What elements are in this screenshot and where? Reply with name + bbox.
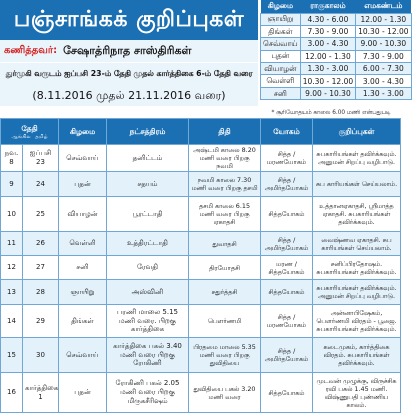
cell-yoga: சித்தயோகம் xyxy=(261,373,313,413)
hours-row xyxy=(261,13,412,25)
cell-day: சனி xyxy=(59,256,107,280)
cell-notes: அன்னாபிஷேகம், பௌர்ணமி விரதம் - பூஜை. சுபகாரியங்கள் தவிர்க்கவும். xyxy=(313,305,401,338)
panchangam-table xyxy=(0,118,401,413)
hours-row xyxy=(261,63,412,75)
hours-day: புதன் xyxy=(261,50,301,62)
cell-day: திங்கள் xyxy=(59,305,107,338)
table-row xyxy=(1,338,401,373)
cell-ta-date: 24 xyxy=(23,172,59,197)
table-row xyxy=(1,232,401,256)
cell-en-date: 13 xyxy=(1,280,23,305)
cell-star: ரோகிணி பகல் 2.05 மணி வரை பிறகு மிருகசீரிஷம் xyxy=(107,373,189,413)
cell-day: புதன் xyxy=(59,172,107,197)
cell-day: செவ்வாய் xyxy=(59,338,107,373)
cell-star: தனிட்டம் xyxy=(107,145,189,172)
cell-tithi: திரயோதசி xyxy=(189,256,261,280)
cell-tithi: துவிதியை பகல் 3.20 மணி வரை xyxy=(189,373,261,413)
table-row xyxy=(1,256,401,280)
col-date-sub-english: ஆங்கில xyxy=(11,133,31,140)
cell-day: வெள்ளி xyxy=(59,232,107,256)
cell-en-month: நவ. xyxy=(4,149,19,158)
cell-yoga: சித்தயோகம் xyxy=(261,197,313,232)
table-row xyxy=(1,145,401,172)
hours-rahu: 7.30 - 9.00 xyxy=(300,25,355,37)
cell-yoga: சித்த / அமிர்தயோகம் xyxy=(261,338,313,373)
cell-day: வியாழன் xyxy=(59,197,107,232)
cell-ta-date: ஐப்பசி 23 xyxy=(23,145,59,172)
cell-star: பரணி மாலை 5.15 மணி வரை. பிறகு கார்த்திகை xyxy=(107,305,189,338)
cell-en-date: 9 xyxy=(1,172,23,197)
cell-tithi: அஷ்டமி காலை 8.20 மணி வரை பிறகு நவமி xyxy=(189,145,261,172)
cell-en-date: 16 xyxy=(1,373,23,413)
cell-tithi: பிரதமை மாலை 5.35 மணி வரை பிறகு துவிதியை xyxy=(189,338,261,373)
hours-rahu: 1.30 - 3.00 xyxy=(300,63,355,75)
col-day: கிழமை xyxy=(59,119,107,145)
hours-rahu: 4.30 - 6.00 xyxy=(300,13,355,25)
cell-yoga: சித்த / மரணயோகம் xyxy=(261,305,313,338)
cell-star: பூரட்டாதி xyxy=(107,197,189,232)
cell-notes: சனிப்பிரதோஷம். சுபகாரியங்கள் தவிர்க்கவும். xyxy=(313,256,401,280)
cell-notes: முடவன் முழுக்கு, விருச்சிக ரவி பகல் 1.45 மணி. விஷ்ணுபதி புண்ணிய காலம். xyxy=(313,373,401,413)
page-title: பஞ்சாங்கக் குறிப்புகள் xyxy=(0,0,258,40)
cell-yoga: சித்த / மரணயோகம் xyxy=(261,145,313,172)
period-dates: (8.11.2016 முதல் 21.11.2016 வரை) xyxy=(0,85,258,106)
col-notes: குறிப்புகள் xyxy=(313,119,401,145)
hours-ema: 3.00 - 4.30 xyxy=(356,75,411,87)
cell-star: ரேவதி xyxy=(107,256,189,280)
author-label: கணித்தவர்: xyxy=(4,45,58,56)
cell-star: உத்திரட்டாதி xyxy=(107,232,189,256)
table-row xyxy=(1,280,401,305)
cell-star: அஸ்வினி xyxy=(107,280,189,305)
hours-day: திங்கள் xyxy=(261,25,301,37)
hours-day: ஞாயிறு xyxy=(261,13,301,25)
cell-day: செவ்வாய் xyxy=(59,145,107,172)
col-date-label: தேதி xyxy=(21,123,38,133)
hours-rahu: 12.00 - 1.30 xyxy=(300,50,355,62)
cell-yoga: சித்த / அமிர்தயோகம் xyxy=(261,172,313,197)
cell-yoga: சித்த / அமிர்தயோகம் xyxy=(261,232,313,256)
cell-star: கார்த்திகை பகல் 3.40 மணி வரை பிறகு ரோகிணி xyxy=(107,338,189,373)
hours-rahu: 10.30 - 12.00 xyxy=(300,75,355,87)
author-row xyxy=(0,40,258,62)
hours-ema: 1.30 - 3.00 xyxy=(356,87,411,99)
hours-day: சனி xyxy=(261,87,301,99)
cell-en-date: 12 xyxy=(1,256,23,280)
cell-en-day: 8 xyxy=(9,158,14,166)
cell-en-date xyxy=(1,145,23,172)
sunrise-note: * சூரியோதயம் காலை 6.00 மணி என்பதுபடி xyxy=(271,110,391,116)
col-date-sub-tamil: தமிழ் xyxy=(35,133,48,140)
header xyxy=(0,0,258,106)
table-row xyxy=(1,197,401,232)
hours-ema: 9.00 - 10.30 xyxy=(356,38,411,50)
table-row xyxy=(1,172,401,197)
hours-header-rahu: ராகுகாலம் xyxy=(300,0,355,13)
hours-day: வெள்ளி xyxy=(261,75,301,87)
cell-ta-date: கார்த்திகை 1 xyxy=(23,373,59,413)
cell-ta-date: 30 xyxy=(23,338,59,373)
cell-tithi: துவாதசி xyxy=(189,232,261,256)
cell-notes: சுபகாரியங்கள் தவிர்க்கவும். அனுமன் சிறப்பு வழிபாடு. xyxy=(313,145,401,172)
period-line: துர்முகி வருடம் ஐப்பசி 23-ம் தேதி முதல் கார்த்திகை 6-ம் தேதி வரை xyxy=(0,63,258,85)
cell-en-date: 11 xyxy=(1,232,23,256)
cell-star: சதயம் xyxy=(107,172,189,197)
cell-ta-date: 25 xyxy=(23,197,59,232)
hours-rahu: 3.00 - 4.30 xyxy=(300,38,355,50)
hours-row xyxy=(261,38,412,50)
cell-notes: வைஷ்ணவ ஏகாதசி. சுப காரியங்கள் செய்யலாம். xyxy=(313,232,401,256)
cell-ta-date: 26 xyxy=(23,232,59,256)
col-tithi: திதி xyxy=(189,119,261,145)
cell-tithi: பௌர்ணமி xyxy=(189,305,261,338)
cell-notes: உத்தானஏகாதசி, ஸ்ரீமாத்த ஏகாதசி. சுபகாரியங்கள் தவிர்க்கவும். xyxy=(313,197,401,232)
cell-en-date: 10 xyxy=(1,197,23,232)
cell-notes: சுப காரியங்கள் செய்யலாம். xyxy=(313,172,401,197)
rahu-kalam-table xyxy=(260,0,412,100)
cell-yoga: சித்தயோகம் xyxy=(261,280,313,305)
hours-rahu: 9.00 - 10.30 xyxy=(300,87,355,99)
hours-ema: 12.00 - 1.30 xyxy=(356,13,411,25)
hours-day: செவ்வாய் xyxy=(261,38,301,50)
table-row xyxy=(1,373,401,413)
hours-ema: 6.00 - 7.30 xyxy=(356,63,411,75)
hours-row xyxy=(261,25,412,37)
cell-en-date: 15 xyxy=(1,338,23,373)
cell-yoga: மரண / சித்தயோகம் xyxy=(261,256,313,280)
col-yoga: யோகம் xyxy=(261,119,313,145)
hours-header-ema: எமகண்டம் xyxy=(356,0,411,13)
cell-notes: கடைமுகம், கார்த்திகை விரதம். சுபகாரியங்கள் தவிர்க்கவும். xyxy=(313,338,401,373)
cell-tithi: நவமி காலை 7.30 மணி வரை பிறகு தசமி xyxy=(189,172,261,197)
hours-row xyxy=(261,87,412,99)
hours-row xyxy=(261,50,412,62)
col-star: நட்சத்திரம் xyxy=(107,119,189,145)
table-row xyxy=(1,305,401,338)
cell-tithi: தசமி காலை 6.15 மணி வரை பிறகு ஏகாதசி xyxy=(189,197,261,232)
hours-header-row xyxy=(261,0,412,13)
cell-ta-date: 28 xyxy=(23,280,59,305)
col-date xyxy=(1,119,59,145)
hours-row xyxy=(261,75,412,87)
cell-ta-date: 29 xyxy=(23,305,59,338)
hours-day: வியாழன் xyxy=(261,63,301,75)
col-date-sub xyxy=(2,134,57,140)
cell-en-date: 14 xyxy=(1,305,23,338)
cell-tithi: சதுர்த்தசி xyxy=(189,280,261,305)
table-header-row xyxy=(1,119,401,145)
hours-header-day: கிழமை xyxy=(261,0,301,13)
hours-ema: 10.30 - 12.00 xyxy=(356,25,411,37)
cell-ta-date: 27 xyxy=(23,256,59,280)
cell-day: ஞாயிறு xyxy=(59,280,107,305)
cell-notes: சுபகாரியங்கள் தவிர்க்கவும். அனுமன் சிறப்பு வழிபாடு. xyxy=(313,280,401,305)
author-name: சேஷாத்ரிநாத சாஸ்திரிகள் xyxy=(63,43,192,57)
cell-day: புதன் xyxy=(59,373,107,413)
hours-ema: 7.30 - 9.00 xyxy=(356,50,411,62)
